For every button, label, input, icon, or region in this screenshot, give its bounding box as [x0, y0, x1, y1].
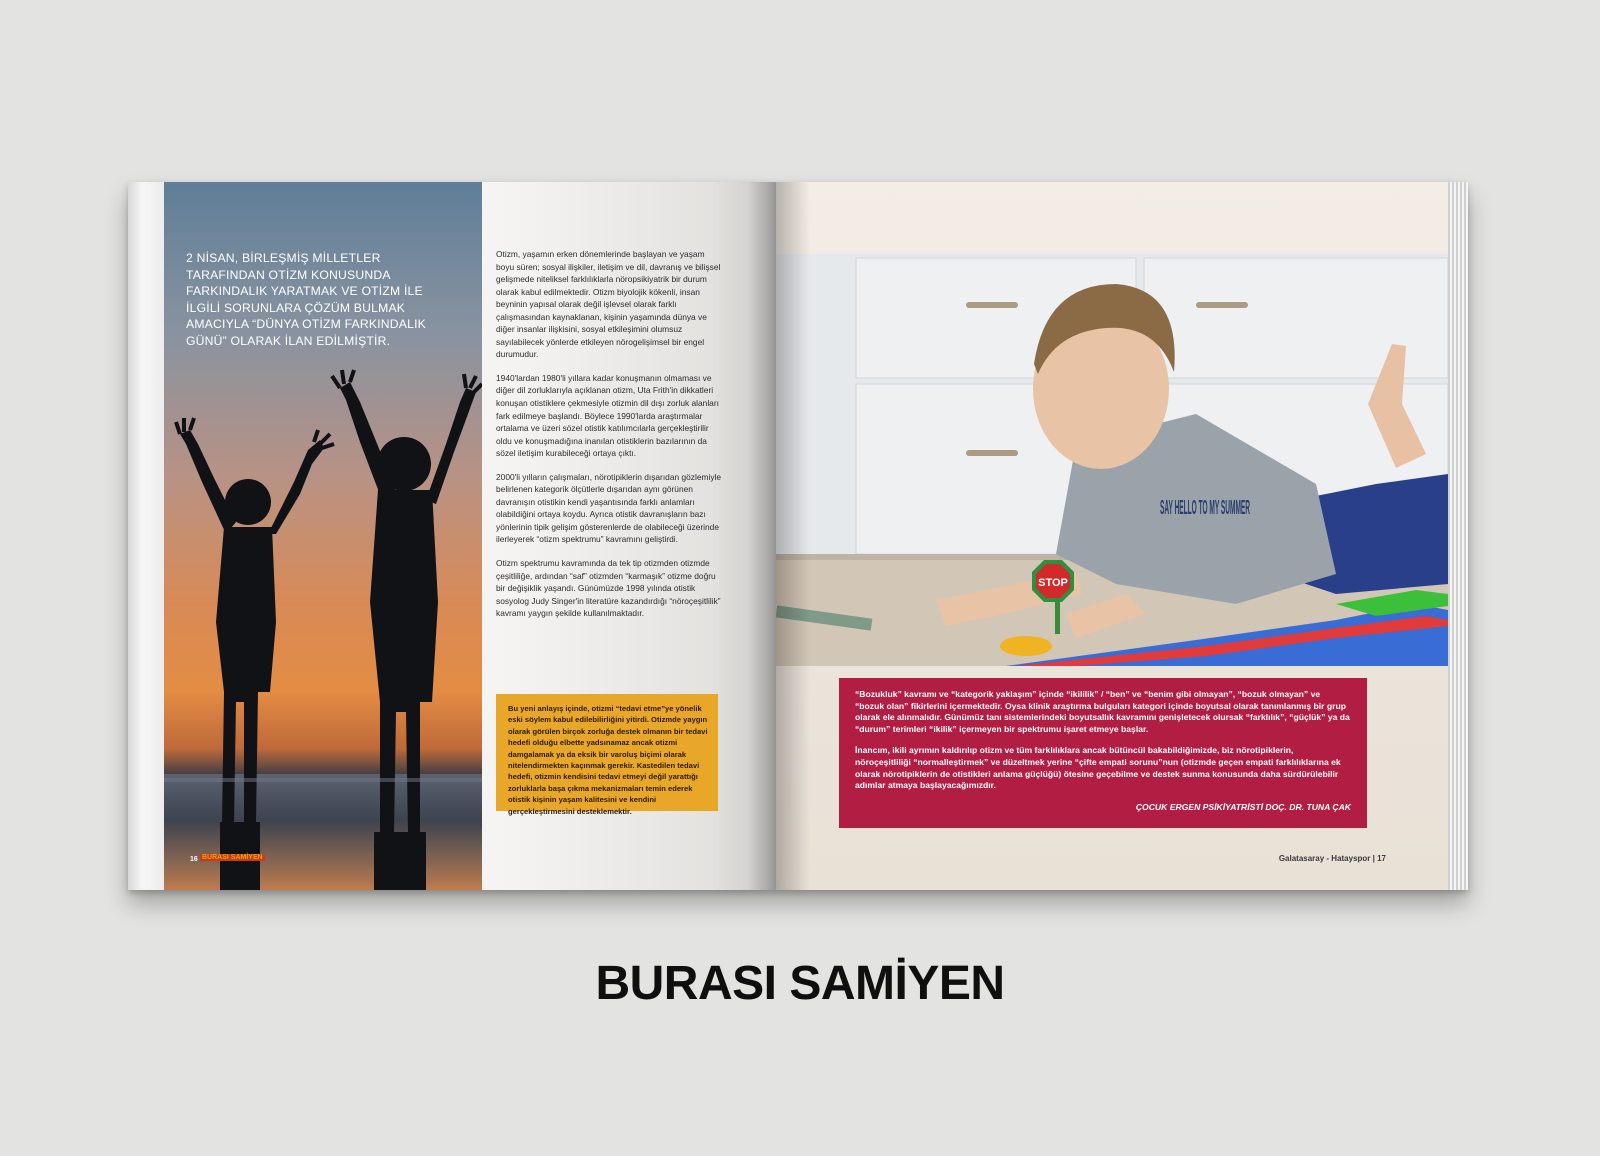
spine-shadow: [748, 182, 776, 890]
article-paragraph: Otizm, yaşamın erken dönemlerinde başlayan ve yaşam boyu süren; sosyal ilişkiler, iletişim ve dil, davranış ve bilişsel gelişmede niteliksel farklılıklarla nöropsikiyatrik bir durum olarak kabul edilmektedir. Otizm biyolojik kökenli, insan beyninin yapısal olarak değil işlevsel olarak farklı çalışmasından kaynaklanan, kişinin yaşamında dünya ve diğer insanlar ilişkisini, sosyal etkileşimini olumsuz sayılabilecek yönlerde etkileyen nörogelişimsel bir engel durumudur.: [496, 249, 721, 360]
page-stack-edge: [1448, 182, 1468, 890]
article-paragraph: 1940'lardan 1980'li yıllara kadar konuşmanın olmaması ve diğer dil zorluklarıyla açıklanan otizm, Uta Frith'in dikkatleri konuşan otistiklere çekmesiyle otizmin dil dışı zorluk alanları fark edilmeye başlandı. Böylece 1990'larda araştırmalar ortalama ve üzeri sözel otistik katılımcılarla gerçekleştirilir oldu ve konuşmadığına inanılan otistiklerin bazılarının da sözel iletişim kurabileceği ortaya çıktı.: [496, 372, 719, 459]
quote-box: [839, 678, 1367, 828]
author-signature: ÇOCUK ERGEN PSİKİYATRİSTİ DOÇ. DR. TUNA ÇAK: [1135, 801, 1351, 812]
photo-scene: [776, 254, 1448, 666]
caption-title: BURASI SAMİYEN: [595, 957, 1005, 1010]
quote-paragraph: “Bozukluk” kavramı ve “kategorik yaklaşım” içinde “ikililik” / “ben” ve “benim gibi olmayan”, “bozuk olmayan” ve “bozuk olan” fikirlerini içermektedir. Oysa klinik araştırma bulguları kategori içinde boyutsal olarak tanımlanmış bir grup olarak ele alınmalıdır. Günümüz tanı sistemlerindeki boyutsallık kavramını genişletecek olursak “farklılık”, “güçlük” ya da “durum” terimleri “ikilik” içermeyen bir spektrumu işaret etmeye başlar.: [855, 689, 1350, 734]
boy-playing-photo: [776, 254, 1448, 666]
article-paragraph: Otizm spektrumu kavramında da tek tip otizmden otizmde çeşitliliğe, ardından “saf” otizmden “karmaşık” otizme doğru bir değişiklik yaşandı. Günümüzde 1998 yılında otistik sosyolog Judy Singer'in literatüre kazandırdığı “nöroçeşitlilik” kavramı yaygın şekilde kullanılmaktadır.: [496, 558, 721, 619]
shirt-print: SAY HELLO TO MY SUMMER: [1160, 497, 1251, 519]
stop-sign-text: STOP: [1038, 577, 1068, 589]
left-page: [128, 182, 776, 890]
page-brand-tag: BURASI SAMİYEN: [202, 854, 263, 861]
page-footer: Galatasaray - Hatayspor | 17: [1278, 854, 1386, 863]
magazine-spread: [128, 182, 1468, 890]
highlight-box: Bu yeni anlayış içinde, otizmi “tedavi etme”ye yönelik eski söylem kabul edilebilirliğini yitirdi. Otizmde yaygın olarak görülen birçok zorluğa destek olmanın bir tedavi hedefi olduğu elbette yadsınamaz ancak otizmi damgalamak ya da eksik bir varoluş biçimi olarak nitelendirmekten kaçınmak gerekir. Kastedilen tedavi hedefi, otizmin kendisini tedavi etmeyi değil yarattığı zorluklarla başa çıkma mekanizmaları temin ederek otistik kişinin yaşam kalitesini ve kendini gerçekleştirmesini desteklemektir.: [496, 694, 718, 811]
article-paragraph: 2000'li yılların çalışmaları, nörotipiklerin dışarıdan gözlemiyle belirlenen kategorik ölçütlerle dışarıdan aynı görünen davranışın otistikin kendi yaşantısında farklı anlamları olabildiğini ortaya koydu. Ayrıca otistik davranışların bazı yönlerinin tipik gelişim gösterenlerde de olabileceği üzerinde ilerleyerek “otizm spektrumu” kavramını geliştirdi.: [496, 471, 722, 545]
page-number: 16: [190, 856, 198, 863]
right-page: [776, 182, 1468, 890]
pull-quote: 2 NİSAN, BİRLEŞMİŞ MİLLETLER TARAFINDAN OTİZM KONUSUNDA FARKINDALIK YARATMAK VE OTİZM İLE İLGİLİ SORUNLARA ÇÖZÜM BULMAK AMACIYLA “DÜNYA OTİZM FARKINDALIK GÜNÜ” OLARAK İLAN EDİLMİŞTİR.: [186, 251, 427, 348]
article-text-column: [496, 248, 724, 631]
quote-paragraph: İnancım, ikili ayrımın kaldırılıp otizm ve tüm farklılıklara ancak bütüncül bakabildiğimizde, biz nörotipiklerin, nöroçeşitliliği “normalleştirmek” ve düzeltmek yerine “çifte empati sorunu”nun (otizmde geçen empati farklılıklarına ek olarak nörotipiklerin de otistikleri anlama güçlüğü) ötesine geçebilme ve destek sunma konusunda daha sürdürülebilir adımlar atmaya başlayacağımızdır.: [855, 745, 1341, 791]
page-edge: [128, 182, 164, 890]
gutter-shadow: [776, 182, 810, 890]
